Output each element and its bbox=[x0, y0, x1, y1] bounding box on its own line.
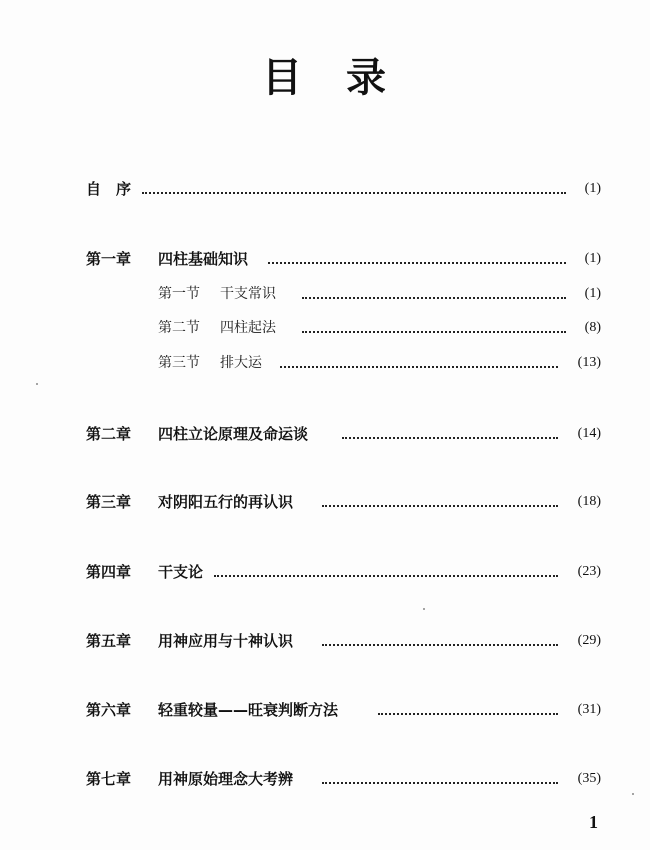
toc-entry-title: 用神原始理念大考辨 bbox=[158, 770, 294, 788]
toc-entry-number: 第四章 bbox=[86, 563, 132, 581]
toc-entry-label bbox=[158, 351, 262, 375]
toc-entry-page: (1) bbox=[584, 181, 601, 196]
title-char-right: 录 bbox=[346, 55, 388, 101]
dot-leader bbox=[322, 490, 558, 514]
dot-leader bbox=[214, 560, 558, 584]
dot-leader bbox=[322, 767, 558, 791]
dot-leader bbox=[302, 282, 566, 306]
toc-entry-title: 排大运 bbox=[220, 355, 262, 371]
toc-entry-chapter-6[interactable] bbox=[0, 698, 650, 722]
dot-leader bbox=[302, 316, 566, 340]
toc-entry-title: 四柱基础知识 bbox=[158, 250, 249, 268]
toc-entry-number: 第七章 bbox=[86, 770, 132, 788]
toc-entry-chapter-2[interactable] bbox=[0, 422, 650, 446]
toc-entry-chapter-4[interactable] bbox=[0, 560, 650, 584]
toc-entry-label bbox=[86, 767, 293, 791]
scan-speck bbox=[423, 608, 425, 610]
toc-entry-number: 第五章 bbox=[86, 632, 132, 650]
toc-entry-number: 第三章 bbox=[86, 493, 132, 511]
toc-entry-number: 第二章 bbox=[86, 425, 132, 443]
title-char-left: 目 bbox=[262, 55, 304, 101]
dot-leader bbox=[268, 247, 566, 271]
scan-speck bbox=[632, 793, 634, 795]
dot-leader bbox=[322, 629, 558, 653]
toc-entry-page: (13) bbox=[577, 355, 601, 370]
toc-entry-number: 第三节 bbox=[158, 355, 200, 371]
toc-entry-section-1-1[interactable] bbox=[0, 282, 650, 306]
toc-entry-chapter-5[interactable] bbox=[0, 629, 650, 653]
toc-entry-page: (14) bbox=[577, 426, 601, 441]
toc-entry-page: (23) bbox=[577, 564, 601, 579]
toc-entry-number: 第一节 bbox=[158, 286, 200, 302]
toc-entry-label bbox=[158, 316, 276, 340]
toc-entry-number: 第一章 bbox=[86, 250, 132, 268]
toc-entry-title: 四柱立论原理及命运谈 bbox=[158, 425, 309, 443]
toc-entry-section-1-2[interactable] bbox=[0, 316, 650, 340]
toc-entry-title: 干支常识 bbox=[220, 286, 276, 302]
page-number: 1 bbox=[589, 812, 598, 832]
toc-entry-label bbox=[86, 698, 338, 722]
toc-entry-page: (31) bbox=[577, 702, 601, 717]
toc-entry-label bbox=[86, 177, 131, 201]
toc-entry-page: (8) bbox=[584, 320, 601, 335]
toc-entry-title: 用神应用与十神认识 bbox=[158, 632, 294, 650]
toc-entry-chapter-3[interactable] bbox=[0, 490, 650, 514]
toc-entry-label bbox=[86, 560, 203, 584]
toc-entry-section-1-3[interactable] bbox=[0, 351, 650, 375]
page-title bbox=[0, 46, 650, 103]
toc-entry-chapter-7[interactable] bbox=[0, 767, 650, 791]
toc-entry-label bbox=[86, 247, 248, 271]
scan-speck bbox=[36, 383, 38, 385]
toc-entry-title: 四柱起法 bbox=[220, 320, 276, 336]
toc-entry-page: (1) bbox=[584, 286, 601, 301]
toc-entry-page: (1) bbox=[584, 251, 601, 266]
toc-entry-label bbox=[86, 629, 293, 653]
dot-leader bbox=[280, 351, 558, 375]
dot-leader bbox=[342, 422, 558, 446]
toc-entry-label bbox=[158, 282, 276, 306]
toc-entry-label bbox=[86, 422, 308, 446]
toc-entry-number: 第六章 bbox=[86, 701, 132, 719]
toc-entry-title: 干支论 bbox=[158, 563, 204, 581]
toc-entry-label bbox=[86, 490, 293, 514]
toc-entry-page: (18) bbox=[577, 494, 601, 509]
dot-leader bbox=[142, 177, 566, 201]
toc-entry-page: (29) bbox=[577, 633, 601, 648]
toc-entry-number: 自 序 bbox=[86, 180, 132, 198]
toc-entry-number: 第二节 bbox=[158, 320, 200, 336]
toc-entry-title: 轻重较量——旺衰判断方法 bbox=[158, 701, 339, 719]
dot-leader bbox=[378, 698, 558, 722]
toc-entry-preface[interactable] bbox=[0, 177, 650, 201]
toc-entry-chapter-1[interactable] bbox=[0, 247, 650, 271]
toc-entry-title: 对阴阳五行的再认识 bbox=[158, 493, 294, 511]
toc-entry-page: (35) bbox=[577, 771, 601, 786]
